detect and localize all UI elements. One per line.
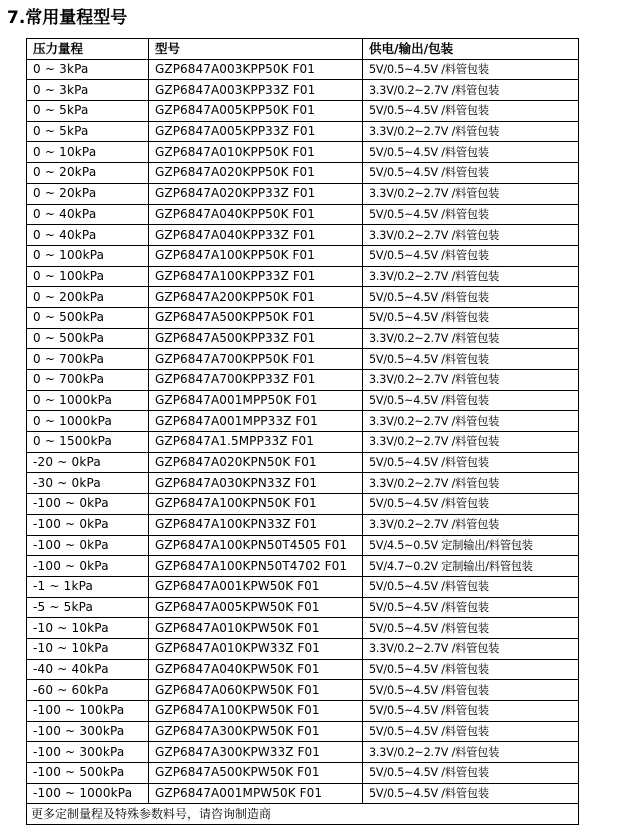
range-cell: 0 ~ 40kPa bbox=[27, 225, 149, 246]
table-row bbox=[27, 783, 579, 804]
range-cell: 0 ~ 3kPa bbox=[27, 80, 149, 101]
model-cell: GZP6847A100KPN50K F01 bbox=[149, 494, 363, 515]
model-cell: GZP6847A020KPP33Z F01 bbox=[149, 183, 363, 204]
table-row bbox=[27, 80, 579, 101]
model-cell: GZP6847A300KPW33Z F01 bbox=[149, 742, 363, 763]
model-cell: GZP6847A100KPP33Z F01 bbox=[149, 266, 363, 287]
range-cell: -1 ~ 1kPa bbox=[27, 576, 149, 597]
table-row bbox=[27, 121, 579, 142]
supply-cell: 5V/0.5~4.5V /料管包装 bbox=[363, 494, 579, 515]
model-cell: GZP6847A010KPP50K F01 bbox=[149, 142, 363, 163]
table-row bbox=[27, 514, 579, 535]
table-row bbox=[27, 287, 579, 308]
supply-cell: 3.3V/0.2~2.7V /料管包装 bbox=[363, 80, 579, 101]
header-model: 型号 bbox=[149, 39, 363, 60]
range-cell: 0 ~ 500kPa bbox=[27, 328, 149, 349]
model-cell: GZP6847A040KPW50K F01 bbox=[149, 659, 363, 680]
model-cell: GZP6847A100KPP50K F01 bbox=[149, 245, 363, 266]
table-row bbox=[27, 163, 579, 184]
range-cell: -10 ~ 10kPa bbox=[27, 618, 149, 639]
supply-cell: 5V/0.5~4.5V /料管包装 bbox=[363, 618, 579, 639]
range-cell: 0 ~ 1000kPa bbox=[27, 390, 149, 411]
model-cell: GZP6847A010KPW33Z F01 bbox=[149, 638, 363, 659]
table-row bbox=[27, 432, 579, 453]
supply-cell: 5V/0.5~4.5V /料管包装 bbox=[363, 452, 579, 473]
model-cell: GZP6847A500KPP50K F01 bbox=[149, 307, 363, 328]
supply-cell: 5V/4.5~0.5V 定制输出/料管包装 bbox=[363, 535, 579, 556]
model-table-container bbox=[26, 38, 578, 825]
supply-cell: 5V/0.5~4.5V /料管包装 bbox=[363, 783, 579, 804]
section-title: 7.常用量程型号 bbox=[7, 8, 128, 28]
table-row bbox=[27, 576, 579, 597]
supply-cell: 3.3V/0.2~2.7V /料管包装 bbox=[363, 121, 579, 142]
table-row bbox=[27, 638, 579, 659]
model-cell: GZP6847A001MPP50K F01 bbox=[149, 390, 363, 411]
table-row bbox=[27, 328, 579, 349]
table-row bbox=[27, 597, 579, 618]
model-cell: GZP6847A005KPP50K F01 bbox=[149, 101, 363, 122]
model-cell: GZP6847A003KPP50K F01 bbox=[149, 59, 363, 80]
supply-cell: 3.3V/0.2~2.7V /料管包装 bbox=[363, 328, 579, 349]
table-row bbox=[27, 411, 579, 432]
model-cell: GZP6847A030KPN33Z F01 bbox=[149, 473, 363, 494]
range-cell: 0 ~ 1500kPa bbox=[27, 432, 149, 453]
model-cell: GZP6847A040KPP50K F01 bbox=[149, 204, 363, 225]
supply-cell: 5V/0.5~4.5V /料管包装 bbox=[363, 142, 579, 163]
model-cell: GZP6847A040KPP33Z F01 bbox=[149, 225, 363, 246]
range-cell: -100 ~ 0kPa bbox=[27, 535, 149, 556]
table-row bbox=[27, 183, 579, 204]
range-cell: 0 ~ 20kPa bbox=[27, 183, 149, 204]
range-cell: 0 ~ 100kPa bbox=[27, 266, 149, 287]
model-cell: GZP6847A010KPW50K F01 bbox=[149, 618, 363, 639]
range-cell: 0 ~ 100kPa bbox=[27, 245, 149, 266]
model-cell: GZP6847A100KPN50T4505 F01 bbox=[149, 535, 363, 556]
range-cell: -40 ~ 40kPa bbox=[27, 659, 149, 680]
supply-cell: 5V/0.5~4.5V /料管包装 bbox=[363, 390, 579, 411]
table-row bbox=[27, 101, 579, 122]
supply-cell: 5V/0.5~4.5V /料管包装 bbox=[363, 680, 579, 701]
table-row bbox=[27, 452, 579, 473]
table-row bbox=[27, 307, 579, 328]
range-cell: 0 ~ 3kPa bbox=[27, 59, 149, 80]
supply-cell: 5V/0.5~4.5V /料管包装 bbox=[363, 245, 579, 266]
model-cell: GZP6847A1.5MPP33Z F01 bbox=[149, 432, 363, 453]
supply-cell: 3.3V/0.2~2.7V /料管包装 bbox=[363, 638, 579, 659]
model-cell: GZP6847A001MPP33Z F01 bbox=[149, 411, 363, 432]
supply-cell: 3.3V/0.2~2.7V /料管包装 bbox=[363, 183, 579, 204]
range-cell: -5 ~ 5kPa bbox=[27, 597, 149, 618]
table-row bbox=[27, 701, 579, 722]
header-supply-output-packaging: 供电/输出/包装 bbox=[363, 39, 579, 60]
supply-cell: 5V/0.5~4.5V /料管包装 bbox=[363, 59, 579, 80]
supply-cell: 5V/0.5~4.5V /料管包装 bbox=[363, 576, 579, 597]
table-row bbox=[27, 721, 579, 742]
model-cell: GZP6847A200KPP50K F01 bbox=[149, 287, 363, 308]
table-row bbox=[27, 659, 579, 680]
table-row bbox=[27, 680, 579, 701]
range-cell: -100 ~ 0kPa bbox=[27, 514, 149, 535]
supply-cell: 3.3V/0.2~2.7V /料管包装 bbox=[363, 411, 579, 432]
model-cell: GZP6847A500KPP33Z F01 bbox=[149, 328, 363, 349]
range-cell: 0 ~ 5kPa bbox=[27, 101, 149, 122]
model-cell: GZP6847A001KPW50K F01 bbox=[149, 576, 363, 597]
supply-cell: 5V/0.5~4.5V /料管包装 bbox=[363, 763, 579, 784]
range-cell: -10 ~ 10kPa bbox=[27, 638, 149, 659]
supply-cell: 3.3V/0.2~2.7V /料管包装 bbox=[363, 266, 579, 287]
supply-cell: 5V/0.5~4.5V /料管包装 bbox=[363, 721, 579, 742]
range-cell: -30 ~ 0kPa bbox=[27, 473, 149, 494]
table-body bbox=[27, 59, 579, 804]
range-cell: 0 ~ 200kPa bbox=[27, 287, 149, 308]
supply-cell: 5V/0.5~4.5V /料管包装 bbox=[363, 701, 579, 722]
supply-cell: 5V/0.5~4.5V /料管包装 bbox=[363, 659, 579, 680]
model-cell: GZP6847A020KPN50K F01 bbox=[149, 452, 363, 473]
model-cell: GZP6847A060KPW50K F01 bbox=[149, 680, 363, 701]
model-cell: GZP6847A005KPW50K F01 bbox=[149, 597, 363, 618]
supply-cell: 5V/0.5~4.5V /料管包装 bbox=[363, 597, 579, 618]
model-table bbox=[26, 38, 579, 825]
supply-cell: 3.3V/0.2~2.7V /料管包装 bbox=[363, 225, 579, 246]
table-row bbox=[27, 763, 579, 784]
supply-cell: 3.3V/0.2~2.7V /料管包装 bbox=[363, 514, 579, 535]
supply-cell: 3.3V/0.2~2.7V /料管包装 bbox=[363, 370, 579, 391]
supply-cell: 5V/0.5~4.5V /料管包装 bbox=[363, 349, 579, 370]
supply-cell: 5V/0.5~4.5V /料管包装 bbox=[363, 287, 579, 308]
table-row bbox=[27, 556, 579, 577]
range-cell: -100 ~ 0kPa bbox=[27, 494, 149, 515]
range-cell: 0 ~ 500kPa bbox=[27, 307, 149, 328]
table-row bbox=[27, 142, 579, 163]
header-pressure-range: 压力量程 bbox=[27, 39, 149, 60]
range-cell: -100 ~ 0kPa bbox=[27, 556, 149, 577]
table-header-row bbox=[27, 39, 579, 60]
table-row bbox=[27, 473, 579, 494]
range-cell: -100 ~ 1000kPa bbox=[27, 783, 149, 804]
model-cell: GZP6847A300KPW50K F01 bbox=[149, 721, 363, 742]
range-cell: 0 ~ 40kPa bbox=[27, 204, 149, 225]
model-cell: GZP6847A020KPP50K F01 bbox=[149, 163, 363, 184]
table-row bbox=[27, 266, 579, 287]
supply-cell: 5V/0.5~4.5V /料管包装 bbox=[363, 307, 579, 328]
range-cell: 0 ~ 700kPa bbox=[27, 370, 149, 391]
supply-cell: 5V/4.7~0.2V 定制输出/料管包装 bbox=[363, 556, 579, 577]
table-row bbox=[27, 245, 579, 266]
model-cell: GZP6847A005KPP33Z F01 bbox=[149, 121, 363, 142]
supply-cell: 3.3V/0.2~2.7V /料管包装 bbox=[363, 473, 579, 494]
model-cell: GZP6847A700KPP33Z F01 bbox=[149, 370, 363, 391]
model-cell: GZP6847A100KPW50K F01 bbox=[149, 701, 363, 722]
table-row bbox=[27, 742, 579, 763]
supply-cell: 3.3V/0.2~2.7V /料管包装 bbox=[363, 432, 579, 453]
supply-cell: 5V/0.5~4.5V /料管包装 bbox=[363, 163, 579, 184]
range-cell: -100 ~ 300kPa bbox=[27, 721, 149, 742]
model-cell: GZP6847A100KPN50T4702 F01 bbox=[149, 556, 363, 577]
range-cell: -20 ~ 0kPa bbox=[27, 452, 149, 473]
range-cell: -100 ~ 300kPa bbox=[27, 742, 149, 763]
range-cell: 0 ~ 700kPa bbox=[27, 349, 149, 370]
table-row bbox=[27, 618, 579, 639]
table-row bbox=[27, 204, 579, 225]
table-row bbox=[27, 390, 579, 411]
table-row bbox=[27, 494, 579, 515]
model-cell: GZP6847A003KPP33Z F01 bbox=[149, 80, 363, 101]
table-row bbox=[27, 370, 579, 391]
model-cell: GZP6847A500KPW50K F01 bbox=[149, 763, 363, 784]
table-footnote-row bbox=[27, 804, 579, 825]
range-cell: -60 ~ 60kPa bbox=[27, 680, 149, 701]
range-cell: 0 ~ 5kPa bbox=[27, 121, 149, 142]
table-row bbox=[27, 349, 579, 370]
model-cell: GZP6847A001MPW50K F01 bbox=[149, 783, 363, 804]
range-cell: 0 ~ 1000kPa bbox=[27, 411, 149, 432]
range-cell: 0 ~ 10kPa bbox=[27, 142, 149, 163]
model-cell: GZP6847A100KPN33Z F01 bbox=[149, 514, 363, 535]
table-row bbox=[27, 225, 579, 246]
model-cell: GZP6847A700KPP50K F01 bbox=[149, 349, 363, 370]
supply-cell: 5V/0.5~4.5V /料管包装 bbox=[363, 101, 579, 122]
range-cell: 0 ~ 20kPa bbox=[27, 163, 149, 184]
table-footnote: 更多定制量程及特殊参数料号，请咨询制造商 bbox=[27, 804, 579, 825]
range-cell: -100 ~ 500kPa bbox=[27, 763, 149, 784]
supply-cell: 3.3V/0.2~2.7V /料管包装 bbox=[363, 742, 579, 763]
table-row bbox=[27, 59, 579, 80]
range-cell: -100 ~ 100kPa bbox=[27, 701, 149, 722]
supply-cell: 5V/0.5~4.5V /料管包装 bbox=[363, 204, 579, 225]
table-row bbox=[27, 535, 579, 556]
